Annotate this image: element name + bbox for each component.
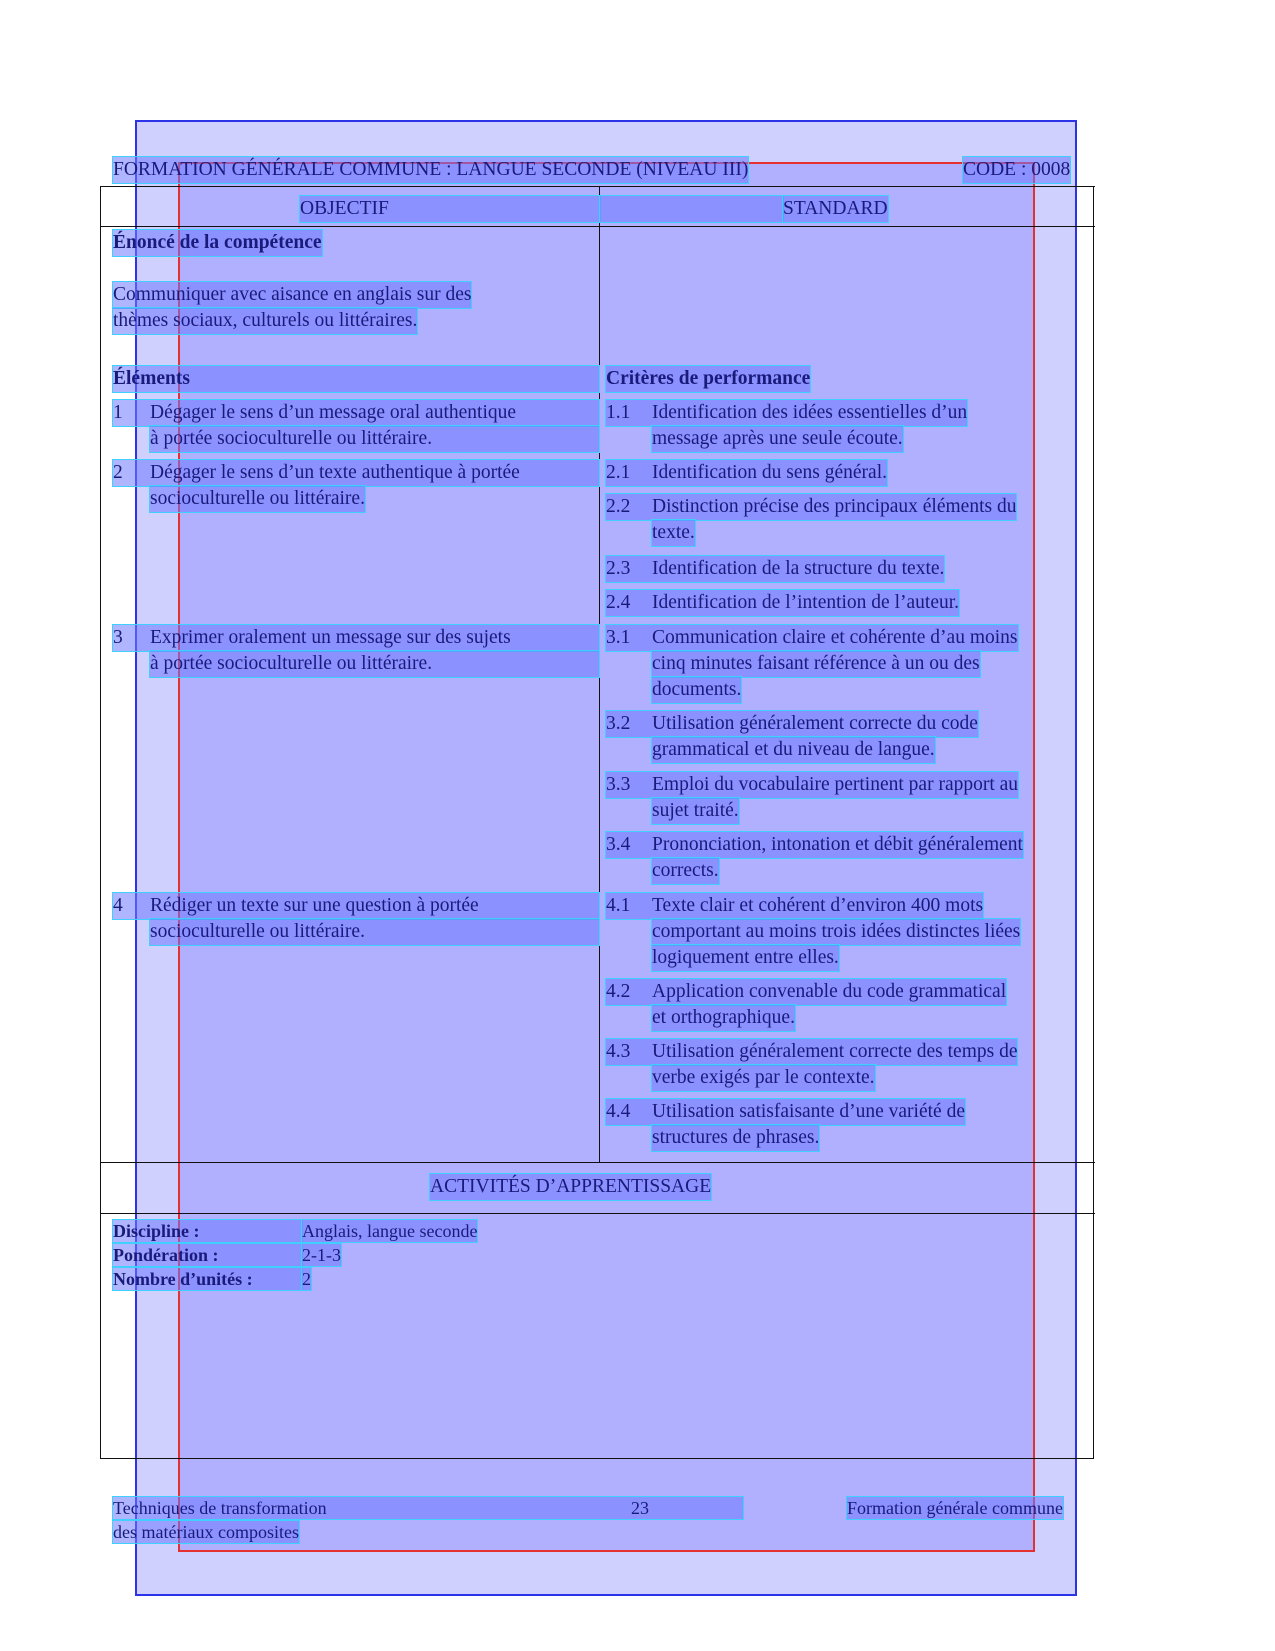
element-text: Dégager le sens d’un message oral authentique (150, 402, 517, 423)
criterion-row (606, 1039, 1017, 1065)
criterion-row (606, 556, 944, 582)
element-row (113, 625, 599, 651)
element-row (113, 460, 599, 486)
criterion-row (606, 832, 1023, 858)
criterion-number: 2.4 (606, 592, 631, 613)
elements-heading: Éléments (113, 366, 599, 392)
criterion-text-continued: comportant au moins trois idées distinctes liées (652, 919, 1020, 945)
criterion-text: Utilisation généralement correcte des temps de (652, 1041, 1018, 1062)
criterion-row (606, 494, 1016, 520)
competence-heading: Énoncé de la compétence (113, 230, 322, 256)
element-number: 3 (113, 627, 123, 648)
column-header-standard: STANDARD (783, 196, 888, 222)
criterion-number: 3.2 (606, 713, 631, 734)
table-bottom-rule (100, 1458, 1094, 1459)
criterion-row (606, 711, 978, 737)
criterion-number: 4.3 (606, 1041, 631, 1062)
criterion-text: Application convenable du code grammatical (652, 981, 1007, 1002)
criterion-row (606, 460, 887, 486)
criterion-row (606, 1099, 965, 1125)
criterion-text-continued: texte. (652, 520, 695, 546)
element-text-continued: socioculturelle ou littéraire. (150, 919, 599, 945)
table-top-rule (100, 186, 1095, 187)
discipline-label: Discipline : (113, 1220, 302, 1242)
criterion-text: Identification du sens général. (652, 462, 887, 483)
criterion-text: Prononciation, intonation et débit généralement (652, 834, 1023, 855)
footer-section: Formation générale commune (847, 1498, 1063, 1518)
criterion-text: Communication claire et cohérente d’au moins (652, 627, 1018, 648)
criterion-text: Utilisation généralement correcte du code (652, 713, 978, 734)
criterion-row (606, 893, 983, 919)
ponderation-value: 2-1-3 (302, 1245, 341, 1265)
footer-program-line1 (113, 1497, 743, 1519)
course-code: CODE : 0008 (963, 157, 1070, 183)
criterion-number: 1.1 (606, 402, 631, 423)
element-row (113, 400, 599, 426)
column-divider (599, 186, 600, 1162)
criterion-text: Emploi du vocabulaire pertinent par rapport au (652, 774, 1019, 795)
criterion-text: Distinction précise des principaux éléments du (652, 496, 1017, 517)
discipline-value: Anglais, langue seconde (302, 1221, 478, 1241)
element-row (113, 893, 599, 919)
criterion-text-continued: structures de phrases. (652, 1125, 819, 1151)
criterion-text: Texte clair et cohérent d’environ 400 mots (652, 895, 984, 916)
criterion-text: Identification des idées essentielles d’un (652, 402, 968, 423)
criterion-number: 2.1 (606, 462, 631, 483)
competence-line: Communiquer avec aisance en anglais sur des (113, 282, 471, 308)
table-left-border (100, 186, 101, 1458)
criterion-number: 2.2 (606, 496, 631, 517)
criterion-row (606, 772, 1018, 798)
activities-top-rule (100, 1162, 1095, 1163)
criterion-number: 3.4 (606, 834, 631, 855)
element-text-continued: à portée socioculturelle ou littéraire. (150, 651, 599, 677)
element-number: 1 (113, 402, 123, 423)
element-number: 2 (113, 462, 123, 483)
criterion-number: 4.4 (606, 1101, 631, 1122)
criterion-text: Identification de la structure du texte. (652, 558, 945, 579)
column-header-fill (600, 196, 783, 222)
page-title: FORMATION GÉNÉRALE COMMUNE : LANGUE SECONDE (NIVEAU III) (113, 157, 748, 183)
element-text: Rédiger un texte sur une question à portée (150, 895, 479, 916)
criterion-text-continued: grammatical et du niveau de langue. (652, 737, 935, 763)
criterion-text-continued: verbe exigés par le contexte. (652, 1065, 875, 1091)
footer-program-line2: des matériaux composites (113, 1522, 299, 1542)
criterion-number: 4.1 (606, 895, 631, 916)
element-number: 4 (113, 895, 123, 916)
element-text: Exprimer oralement un message sur des sujets (150, 627, 511, 648)
criterion-number: 2.3 (606, 558, 631, 579)
criterion-text: Identification de l’intention de l’auteur. (652, 592, 960, 613)
criterion-number: 3.1 (606, 627, 631, 648)
ponderation-label: Pondération : (113, 1244, 302, 1266)
criterion-text-continued: logiquement entre elles. (652, 945, 839, 971)
element-text-continued: à portée socioculturelle ou littéraire. (150, 426, 599, 452)
column-header-objectif: OBJECTIF (300, 196, 600, 222)
criterion-row (606, 400, 967, 426)
criterion-row (606, 590, 959, 616)
competence-line: thèmes sociaux, culturels ou littéraires. (113, 308, 417, 334)
criterion-number: 4.2 (606, 981, 631, 1002)
criterion-number: 3.3 (606, 774, 631, 795)
criteria-heading: Critères de performance (606, 366, 810, 392)
element-text: Dégager le sens d’un texte authentique à portée (150, 462, 520, 483)
header-bottom-rule (100, 226, 1095, 227)
criterion-text-continued: documents. (652, 677, 741, 703)
units-label: Nombre d’unités : (113, 1268, 302, 1290)
criterion-text-continued: sujet traité. (652, 798, 739, 824)
page-number: 23 (631, 1498, 649, 1518)
element-text-continued: socioculturelle ou littéraire. (150, 486, 365, 512)
criterion-row (606, 979, 1006, 1005)
criterion-text: Utilisation satisfaisante d’une variété de (652, 1101, 965, 1122)
activities-title: ACTIVITÉS D’APPRENTISSAGE (430, 1174, 711, 1200)
criterion-text-continued: message après une seule écoute. (652, 426, 903, 452)
activities-title-rule (100, 1213, 1095, 1214)
units-value: 2 (302, 1269, 311, 1289)
criterion-text-continued: corrects. (652, 858, 719, 884)
criterion-text-continued: et orthographique. (652, 1005, 795, 1031)
criterion-text-continued: cinq minutes faisant référence à un ou des (652, 651, 980, 677)
table-right-border (1093, 186, 1094, 1458)
footer-program-text: Techniques de transformation (113, 1498, 327, 1518)
criterion-row (606, 625, 1018, 651)
